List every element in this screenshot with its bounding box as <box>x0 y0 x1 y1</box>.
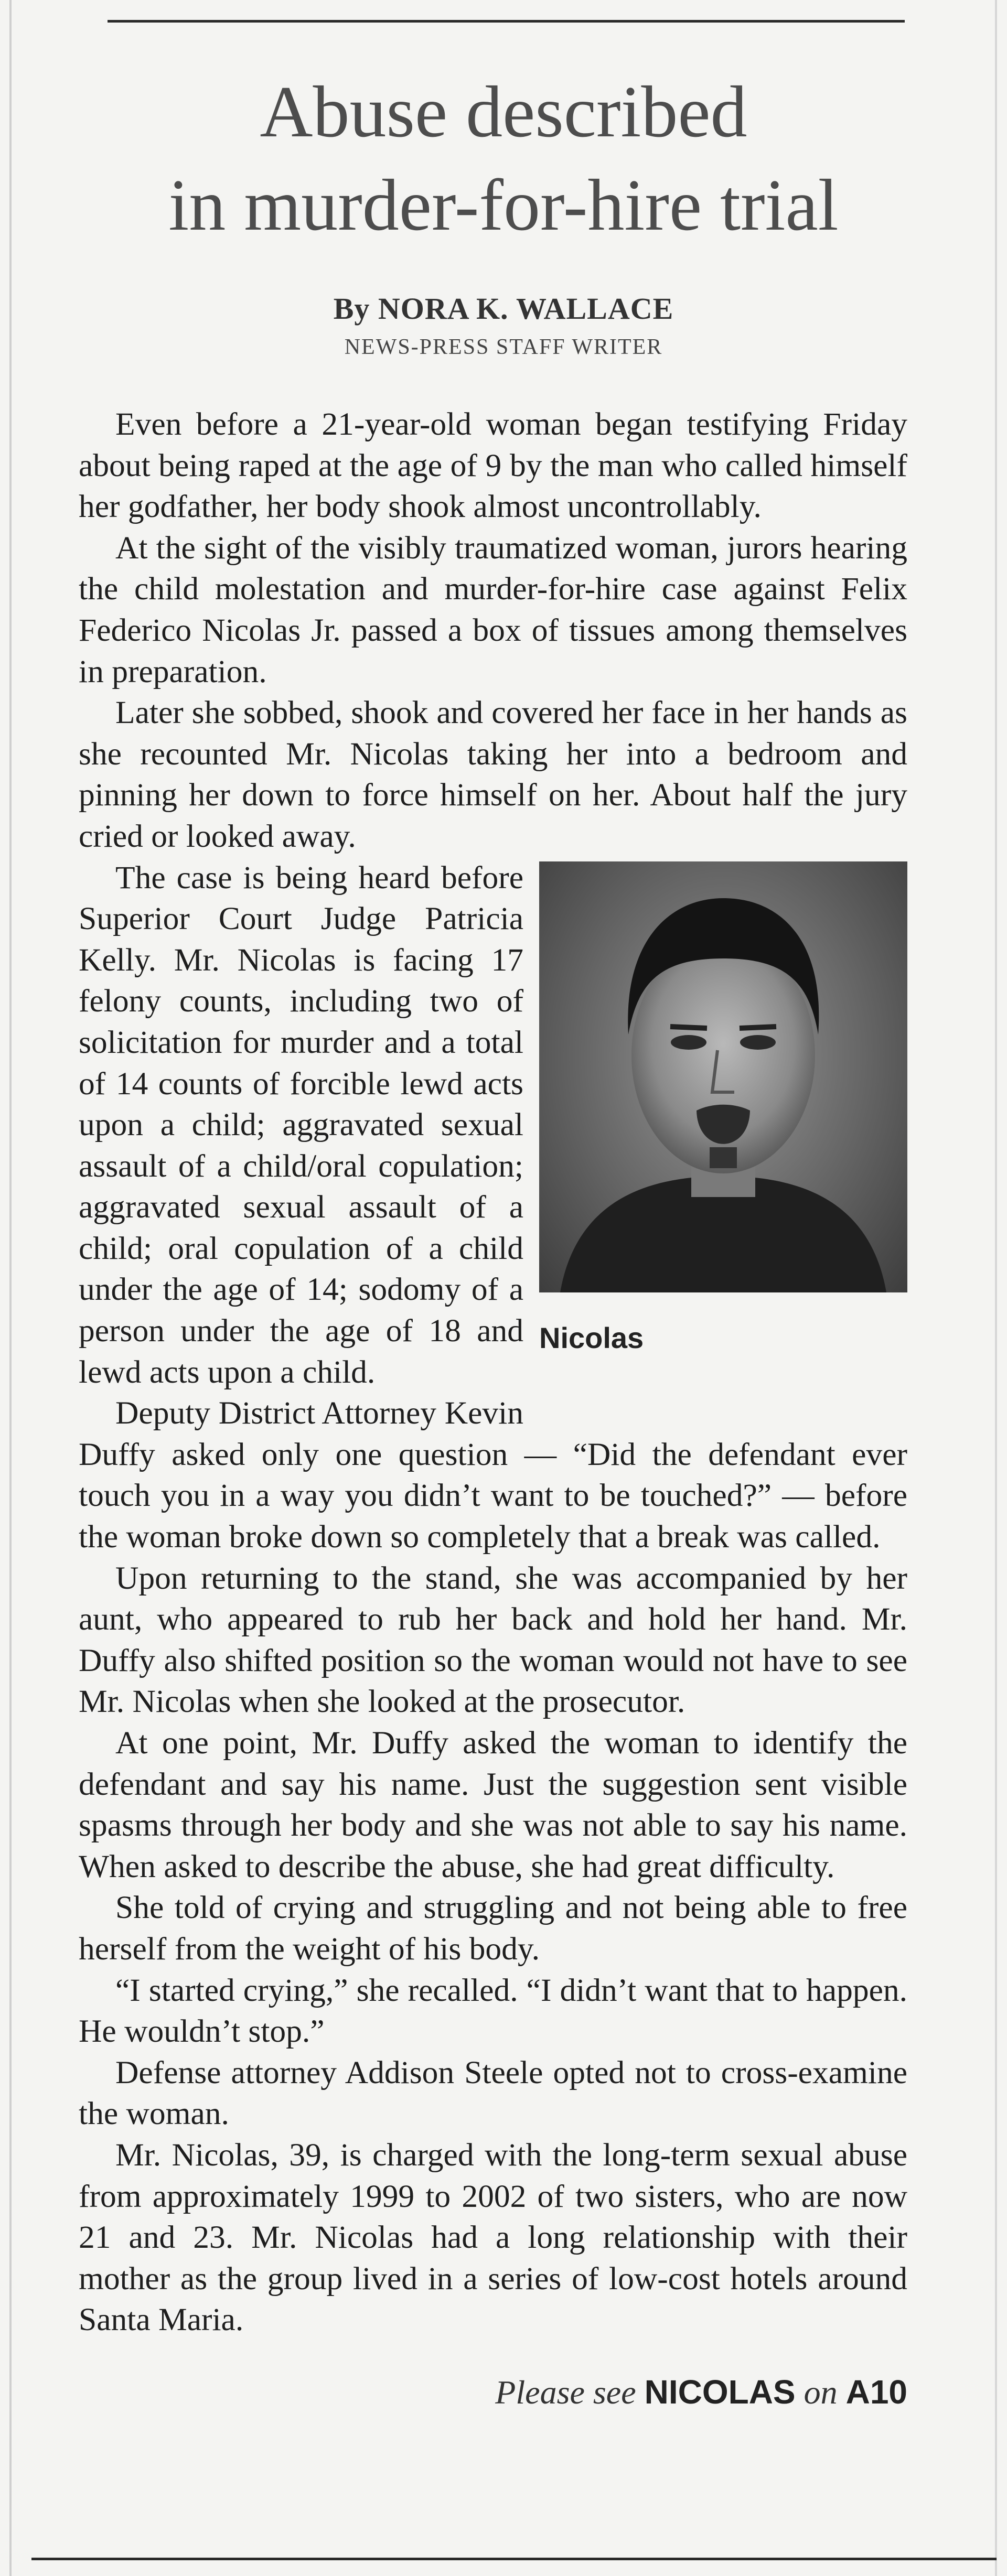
paragraph-6: Upon returning to the stand, she was accompanied by her aunt, who appeared to rub her back and hold her hand. Mr. Duffy also shifted position so the woman would not have to see Mr. Nicolas when she looked at the prosecutor. <box>79 1560 907 1720</box>
mugshot-photo <box>539 861 907 1292</box>
jump-keyword: NICOLAS <box>644 2373 796 2411</box>
paragraph-10: Defense attorney Addison Steele opted not to cross-examine the woman. <box>79 2054 907 2132</box>
jump-page: A10 <box>845 2373 907 2411</box>
paragraph-4: The case is being heard before Superior Court Judge Patricia Kelly. Mr. Nicolas is facing 17 felony counts, including two of solicitation for murder and a total of 14 counts of forcible lewd acts upon a child; aggravated sexual assault of a child/oral copulation; aggravated sexual assault of a child; oral copulation of a child under the age of 14; sodomy of a person under the age of 18 and lewd acts upon a child. <box>79 859 523 1390</box>
headline <box>37 66 970 252</box>
paragraph-2: At the sight of the visibly traumatized woman, jurors hearing the child molestation and murder-for-hire case against Felix Federico Nicolas Jr. passed a box of tissues among themselves in preparation. <box>79 530 907 689</box>
jump-on: on <box>804 2374 838 2411</box>
photo-caption: Nicolas <box>539 1321 644 1354</box>
paragraph-11: Mr. Nicolas, 39, is charged with the long-term sexual abuse from approximately 1999 to 2002 of two sisters, who are now 21 and 23. Mr. Nicolas had a long relationship with their mother as the group lived in a series of low-cost hotels around Santa Maria. <box>79 2137 907 2338</box>
paragraph-5: Deputy District Attorney Kevin Duffy asked only one question — “Did the defendant ever touch you in a way you didn’t want to be touched?” — before the woman broke down so completely that a break was called. <box>79 1395 907 1555</box>
paragraph-3: Later she sobbed, shook and covered her face in her hands as she recounted Mr. Nicolas taking her into a bedroom and pinning her down to force himself on her. About half the jury cried or looked away. <box>79 695 907 854</box>
face-silhouette-icon <box>539 861 907 1292</box>
photo-box <box>539 861 907 1394</box>
paragraph-1: Even before a 21-year-old woman began testifying Friday about being raped at the age of 9 by the man who called himself her godfather, her body shook almost uncontrollably. <box>79 406 907 525</box>
article-body <box>79 404 907 2341</box>
byline: By NORA K. WALLACE <box>333 292 674 326</box>
byline-title: NEWS-PRESS STAFF WRITER <box>344 335 663 359</box>
page-edge-left <box>9 0 12 2576</box>
paragraph-9: “I started crying,” she recalled. “I didn’t want that to happen. He wouldn’t stop.” <box>79 1972 907 2050</box>
bottom-rule <box>31 2558 997 2560</box>
paragraph-7: At one point, Mr. Duffy asked the woman to identify the defendant and say his name. Just the suggestion sent visible spasms through her body and she was not able to say his name. When asked to describe the abuse, she had great difficulty. <box>79 1725 907 1884</box>
headline-line-2: in murder-for-hire trial <box>168 165 839 246</box>
paragraph-8: She told of crying and struggling and not being able to free herself from the weight of his body. <box>79 1890 907 1967</box>
top-rule <box>108 20 905 23</box>
headline-line-1: Abuse described <box>260 71 747 153</box>
page-edge-right <box>995 0 997 2576</box>
jump-lead: Please see <box>495 2374 636 2411</box>
continuation-line <box>79 2373 907 2412</box>
